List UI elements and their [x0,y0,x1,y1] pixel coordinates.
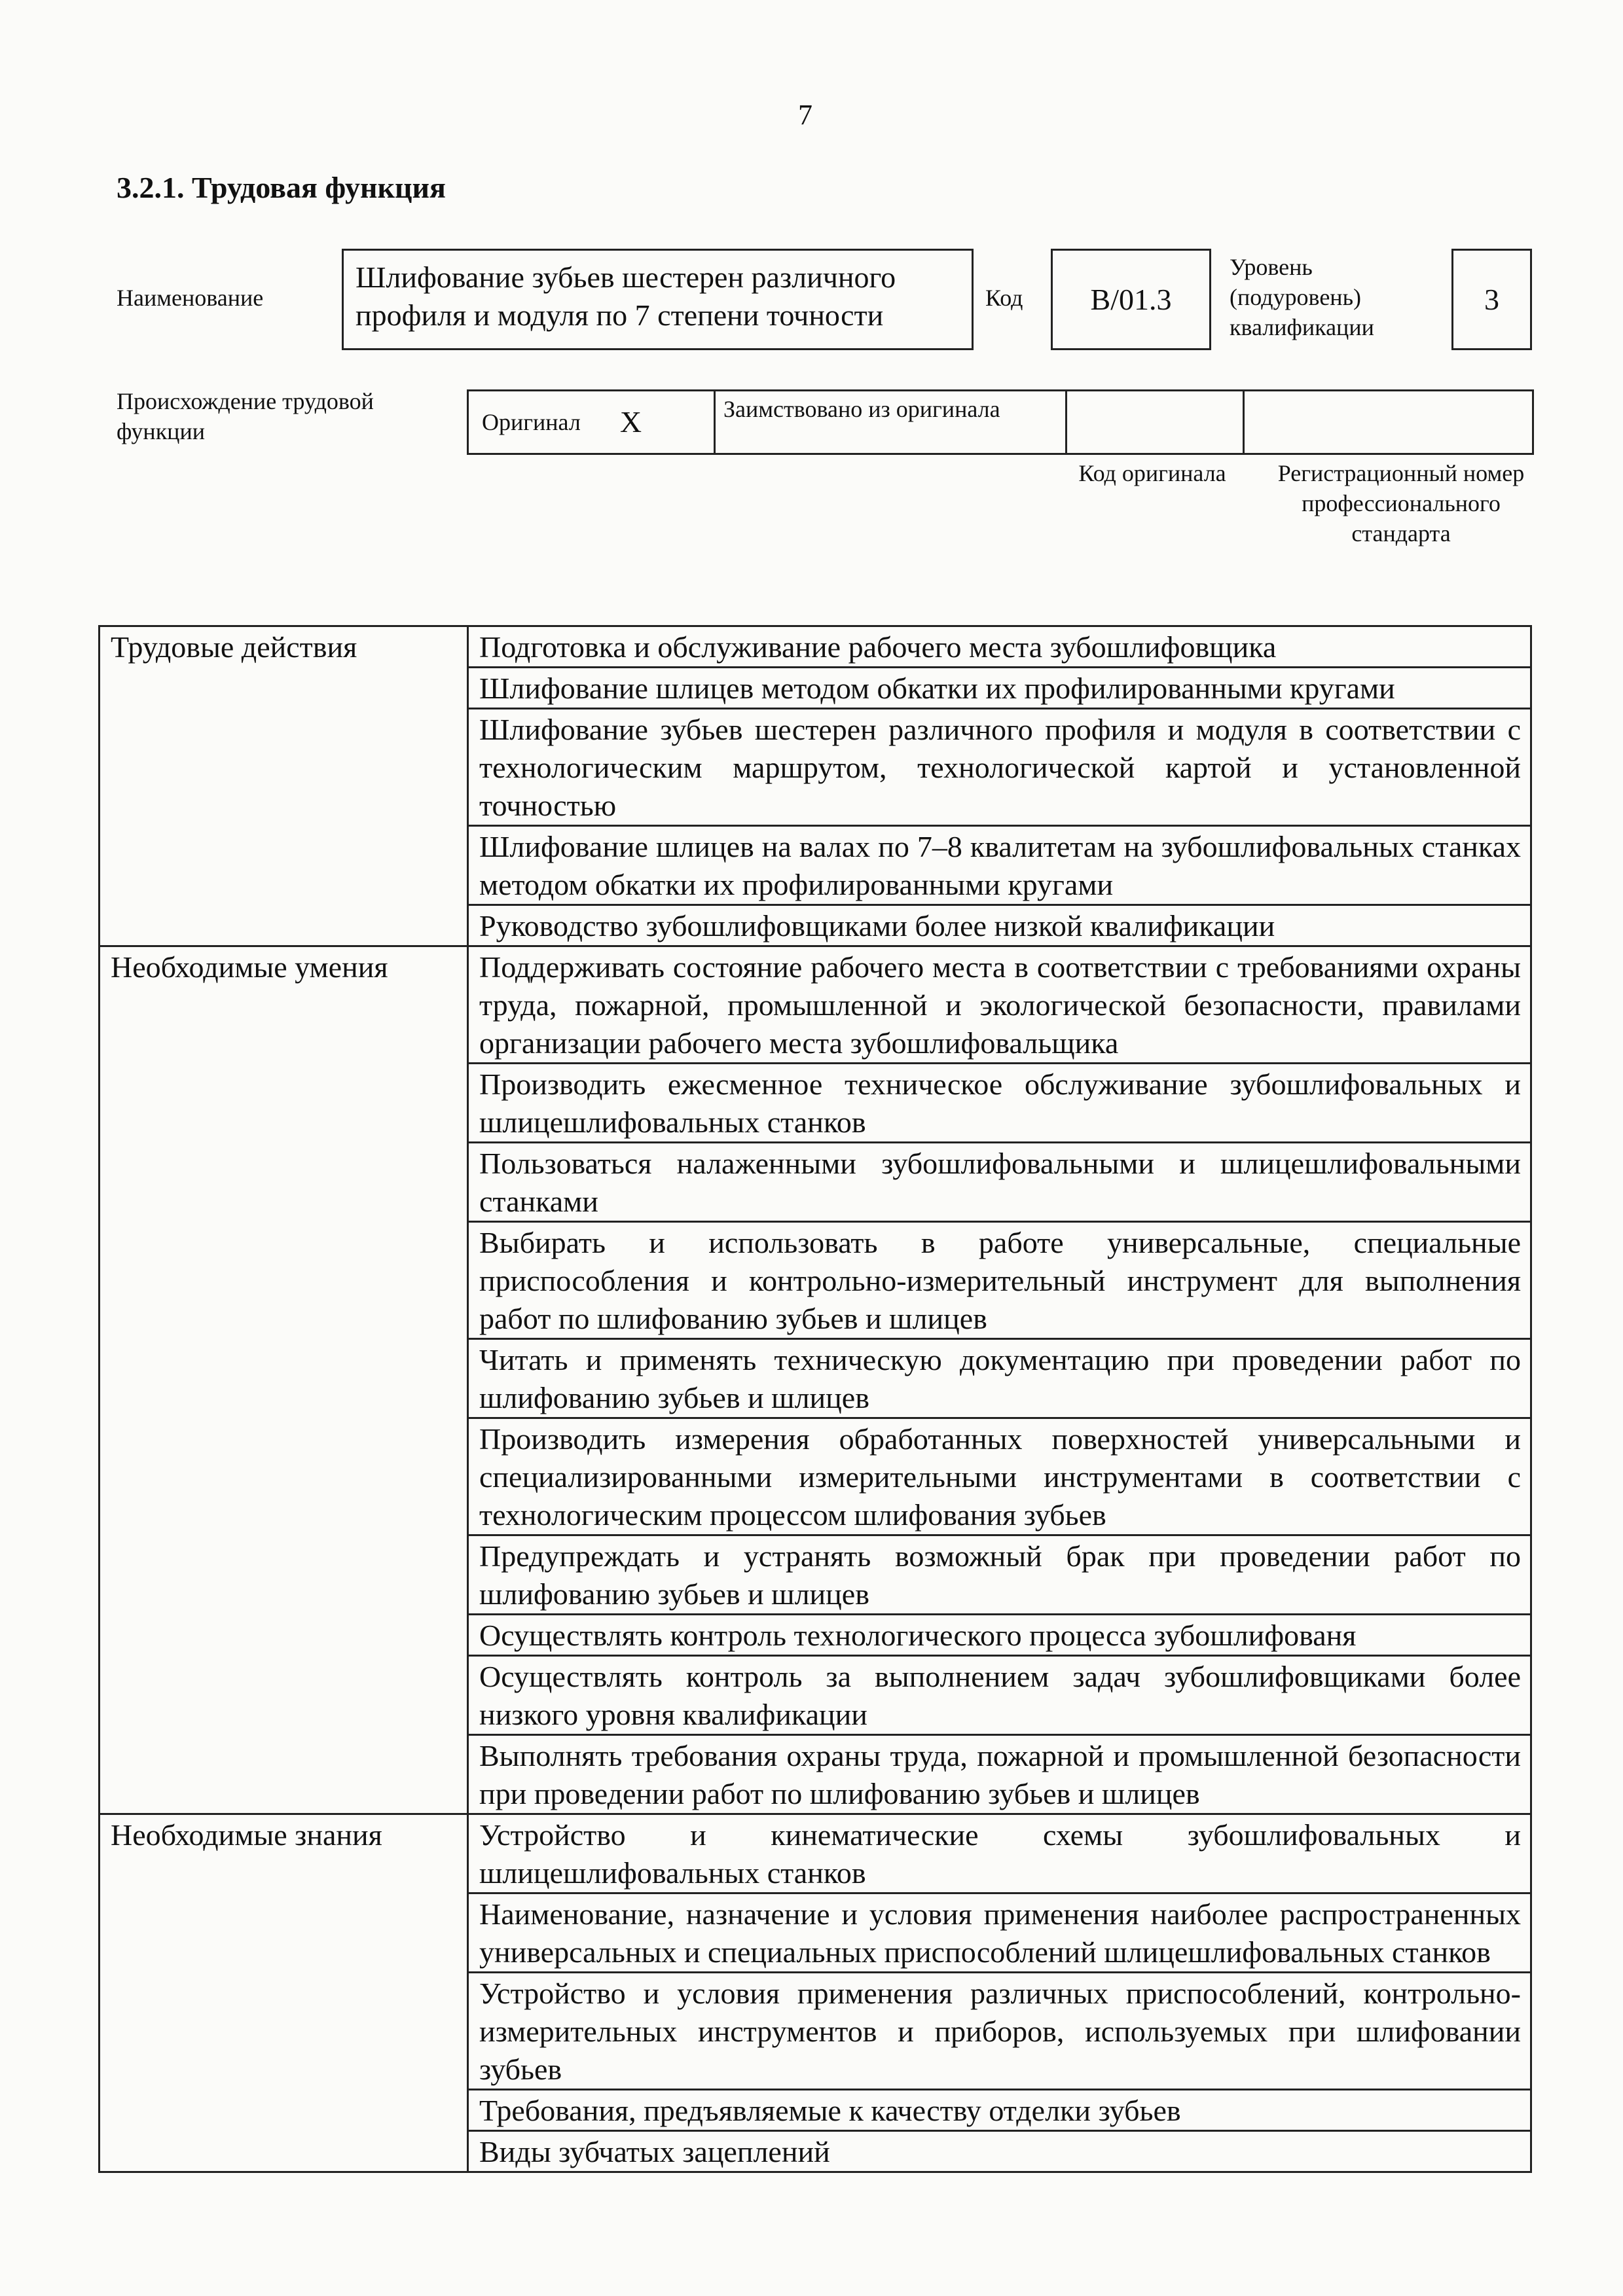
table-cell: Шлифование шлицев на валах по 7–8 квалитетам на зубошлифовальных станках методом обкатки их профилированными кругами [468,826,1531,905]
table-cell: Производить измерения обработанных поверхностей универсальными и специализированными измерительными инструментами в соответствии с технологическим процессом шлифования зубьев [468,1418,1531,1535]
table-cell: Подготовка и обслуживание рабочего места зубошлифовщика [468,626,1531,668]
code-label: Код [985,285,1023,311]
page-number: 7 [798,99,812,131]
table-cell: Предупреждать и устранять возможный брак при проведении работ по шлифованию зубьев и шлицев [468,1535,1531,1615]
original-mark: X [619,405,642,439]
table-cell: Устройство и условия применения различных приспособлений, контрольно-измерительных инструментов и приборов, используемых при шлифовании зубьев [468,1973,1531,2090]
code-caption: Код оригинала [1078,460,1226,486]
origin-label: Происхождение трудовой функции [117,388,374,444]
table-cell: Выполнять требования охраны труда, пожарной и промышленной безопасности при проведении работ по шлифованию зубьев и шлицев [468,1735,1531,1814]
knowledge-label: Необходимые знания [100,1814,468,2172]
table-cell: Поддерживать состояние рабочего места в соответствии с требованиями охраны труда, пожарной, промышленной и экологической безопасности, правилами организации рабочего места зубошлифовальщика [468,946,1531,1064]
table-cell: Руководство зубошлифовщиками более низкой квалификации [468,905,1531,946]
original-code-cell [1067,391,1245,453]
table-cell: Читать и применять техническую документацию при проведении работ по шлифованию зубьев и шлицев [468,1339,1531,1418]
table-row [100,1814,1531,1893]
reg-caption: Регистрационный номер профессионального стандарта [1277,460,1525,547]
table-cell: Требования, предъявляемые к качеству отделки зубьев [468,2090,1531,2131]
function-table [98,625,1532,2173]
table-cell: Выбирать и использовать в работе универсальные, специальные приспособления и контрольно-измерительный инструмент для выполнения работ по шлифованию зубьев и шлицев [468,1222,1531,1339]
original-cell [469,391,716,453]
section-title: 3.2.1. Трудовая функция [117,171,446,204]
table-row [100,626,1531,668]
table-cell: Наименование, назначение и условия применения наиболее распространенных универсальных и специальных приспособлений шлицешлифовальных станков [468,1893,1531,1973]
code-value: B/01.3 [1051,249,1211,350]
table-cell: Устройство и кинематические схемы зубошлифовальных и шлицешлифовальных станков [468,1814,1531,1893]
table-cell: Осуществлять контроль технологического процесса зубошлифованя [468,1615,1531,1656]
skills-label: Необходимые умения [100,946,468,1814]
table-cell: Производить ежесменное техническое обслуживание зубошлифовальных и шлицешлифовальных станков [468,1064,1531,1143]
name-label: Наименование [117,285,264,311]
original-label: Оригинал [482,409,581,435]
level-value: 3 [1451,249,1532,350]
reg-number-cell [1245,391,1532,453]
borrowed-cell: Заимствовано из оригинала [716,391,1067,453]
name-value: Шлифование зубьев шестерен различного профиля и модуля по 7 степени точности [342,249,974,350]
table-row [100,946,1531,1064]
table-cell: Шлифование шлицев методом обкатки их профилированными кругами [468,668,1531,709]
table-cell: Шлифование зубьев шестерен различного профиля и модуля в соответствии с технологическим маршрутом, технологической картой и установленной точностью [468,709,1531,826]
table-cell: Пользоваться налаженными зубошлифовальными и шлицешлифовальными станками [468,1143,1531,1222]
table-cell: Виды зубчатых зацеплений [468,2131,1531,2172]
table-cell: Осуществлять контроль за выполнением задач зубошлифовщиками более низкого уровня квалификации [468,1656,1531,1735]
level-label: Уровень (подуровень) квалификации [1230,254,1374,340]
origin-row [467,389,1534,455]
labor-actions-label: Трудовые действия [100,626,468,946]
